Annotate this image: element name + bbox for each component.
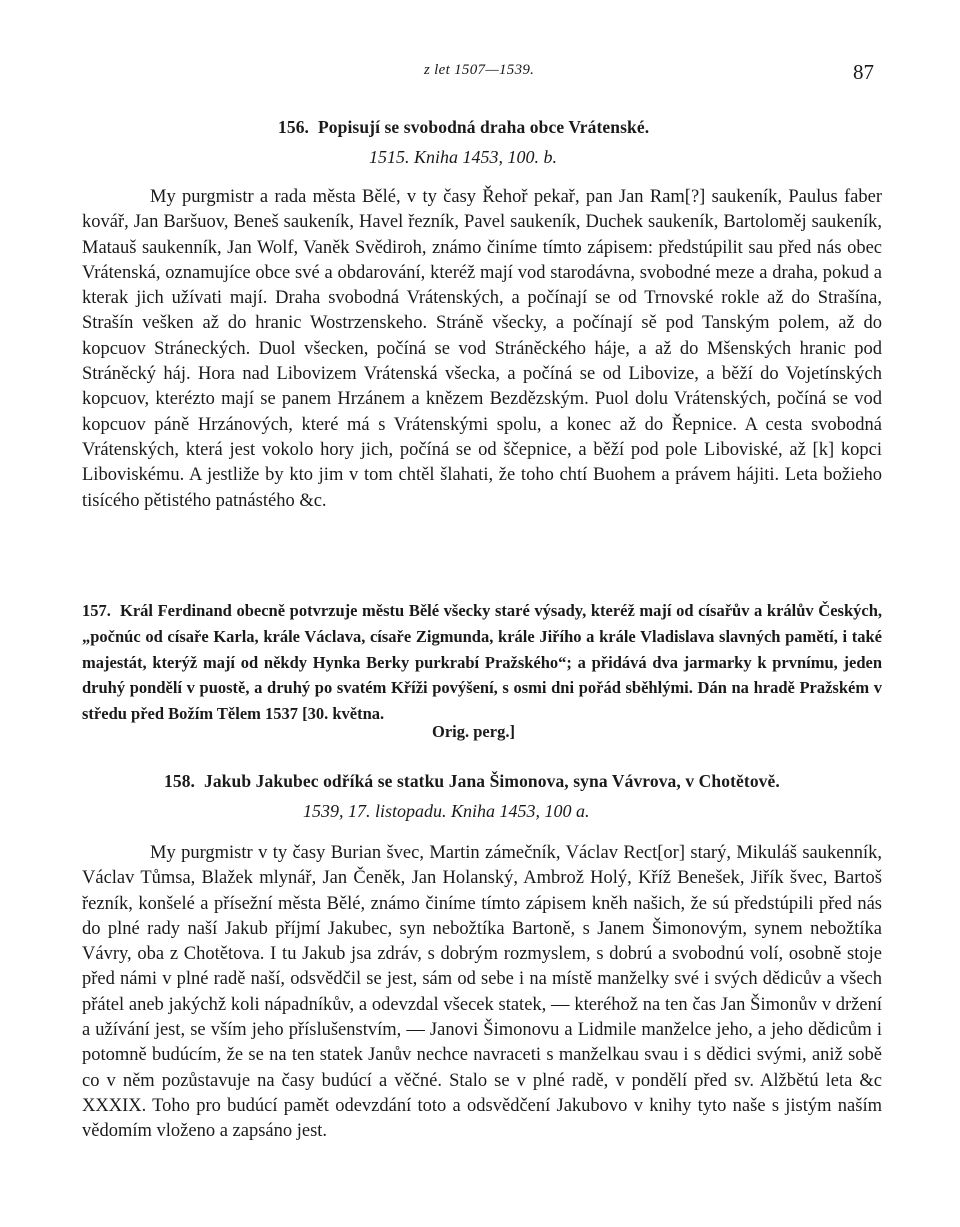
entry-156-number: 156. — [278, 117, 310, 137]
entry-158-source: 1539, 17. listopadu. Kniha 1453, 100 a. — [303, 801, 590, 821]
page-number: 87 — [853, 60, 874, 84]
entry-157-regest: Král Ferdinand obecně potvrzuje městu Bělé všecky staré výsady, kteréž mají od císařův a králův Českých, „počnúc od císaře Karla, krále Václava, císaře Zigmunda, krále Jiřího a krále Vladislava slavných pamětí, i také majestát, kterýž mají od někdy Hynka Berky purkrabí Pražského“; a přidává dva jarmarky k prvnímu, jeden druhý pondělí v puostě, a druhý po svatém Kříži povýšení, s osmi dni pořád sběhlými. Dán na hradě Pražském v středu před Božím Tělem 1537 [30. května. — [82, 601, 882, 724]
running-header — [0, 60, 960, 90]
entry-158-title: Jakub Jakubec odříká se statku Jana Šimonova, syna Vávrova, v Chotětově. — [203, 771, 780, 791]
entry-158-text — [82, 841, 882, 1145]
entry-156-title: Popisují se svobodná draha obce Vrátenské. — [317, 117, 650, 137]
entry-158-body: My purgmistr v ty časy Burian švec, Martin zámečník, Václav Rect[or] starý, Mikuláš saukenník, Václav Tůmsa, Blažek mlynář, Jan Čeněk, Jan Holanský, Ambrož Holý, Kříž Benešek, Jiřík švec, Bartoš řezník, konšelé a přísežní města Bělé, známo činíme tímto zápisem kněh našich, že sú předstúpili před nás do plné rady naší Jakub příjmí Jakubec, syn nebožtíka Bartoně, s Janem Šimonovým, synem nebožtíka Vávry, oba z Chotětova. I tu Jakub jsa zdráv, s dobrým rozmyslem, s dobrú a svobodnú volí, osobně stoje před námi v plné radě naší, odsvědčil se jest, sám od sebe i na místě manželky své i svých dědicův a všech přátel aneb jakýchž koli nápadníkův, a odevzdal všecek statek, — kteréhož na ten čas Jan Šimonův v držení a užívání jest, se vším jeho příslušenstvím, — Janovi Šimonovu a Lidmile manželce jeho, a jeho dědicům i potomně budúcím, že se na ten statek Janův nechce navraceti s manželkau svau i s dědici svými, aniž sobě co v něm pozůstavuje na časy budúcí a věčné. Stalo se v plné radě, v pondělí před sv. Alžbětú leta &c XXXIX. Toho pro budúcí pamět odevzdání toto a odsvědčení Jakubovo v knihy tyto naše s jistým naším vědomím vloženo a zapsáno jest. — [82, 843, 882, 1142]
entry-156-heading — [278, 117, 649, 138]
entry-158-number: 158. — [164, 771, 196, 791]
entry-156-body: My purgmistr a rada města Bělé, v ty časy Řehoř pekař, pan Jan Ram[?] saukeník, Paulus faber kovář, Jan Baršuov, Beneš saukeník, Havel řezník, Pavel saukeník, Duchek saukeník, Bartoloměj saukeník, Matauš saukenník, Jan Wolf, Vaněk Svědiroh, známo činíme tímto zápisem: předstúpilit sau před nás obec Vrátenská, oznamujíce obce své a obdarování, kteréž mají vod starodávna, svobodné meze a draha, pokud a kterak jich užívati mají. Draha svobodná Vrátenských, a počínají se od Trnovské rokle až do Strašína, Strašín vešken až do hranic Wostrzenskeho. Stráně všecky, a počínají sě pod Tanským polem, až do kopcuov Stráneckých. Duol všecken, počíná se vod Stráněckého háje, a až do Mšenských hranic pod Stráněcký háj. Hora nad Libovizem Vrátenská všecka, a počíná se od Libovize, a běží do Vojetínských kopcuov, kterézto mají se panem Hrzánem a knězem Bezdězským. Puol dolu Vrátenských, počíná se vod kopcuov páně Hrzánových, které má s Vrátenskými spolu, a konec až do Řepnice. A cesta svobodná Vrátenských, která jest vokolo hory jich, počíná se od ščepnice, a běží pod pole Liboviské, až [k] kopci Liboviskému. A jestliže by kto jim v tom chtěl šlahati, že toho chtí Buohem a právem hájiti. Leta božieho tisícého pětistého patnástého &c. — [82, 187, 882, 511]
entry-157-orig-note: Orig. perg.] — [432, 722, 515, 741]
entry-157-regest-block — [82, 598, 882, 727]
running-title: z let 1507—1539. — [424, 62, 535, 78]
entry-157-number: 157. — [82, 601, 111, 620]
entry-156-text — [82, 185, 882, 514]
entry-158-heading — [164, 771, 780, 792]
entry-156-source: 1515. Kniha 1453, 100. b. — [369, 147, 558, 167]
